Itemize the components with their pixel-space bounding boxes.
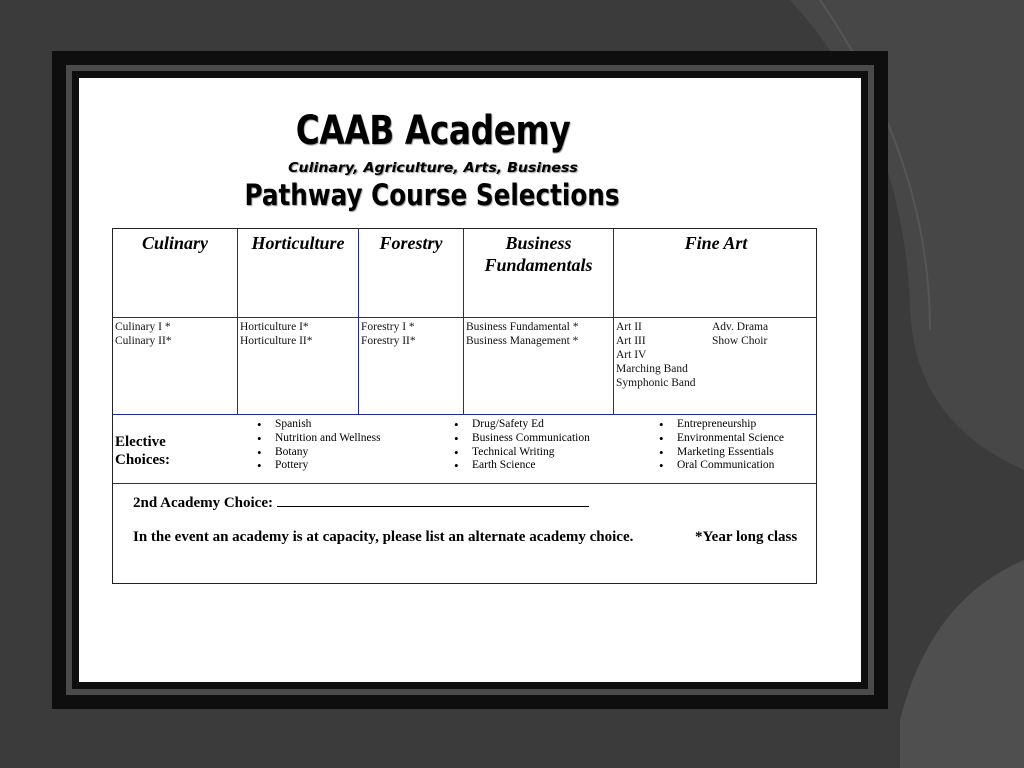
second-choice-label: 2nd Academy Choice: xyxy=(133,495,273,511)
second-choice-blank[interactable] xyxy=(277,492,589,507)
elective-choices-label xyxy=(115,433,170,469)
course-item: Art III xyxy=(616,335,646,347)
elective-label-line2: Choices: xyxy=(115,452,170,468)
column-header-business xyxy=(464,232,613,276)
list-item: • Business Communication xyxy=(452,432,590,446)
list-item: • Marketing Essentials xyxy=(657,446,784,460)
list-item: • Oral Communication xyxy=(657,459,784,473)
list-item: • Nutrition and Wellness xyxy=(255,432,381,446)
year-long-note: *Year long class xyxy=(695,529,798,545)
forestry-courses xyxy=(361,320,416,348)
course-item: Business Fundamental * xyxy=(466,321,579,333)
column-divider xyxy=(237,229,238,415)
course-item: Business Management * xyxy=(466,335,579,347)
culinary-courses xyxy=(115,320,172,348)
page-subtitle: Culinary, Agriculture, Arts, Business xyxy=(288,160,578,176)
list-item: • Drug/Safety Ed xyxy=(452,418,590,432)
list-item: • Pottery xyxy=(255,459,381,473)
list-item: • Entrepreneurship xyxy=(657,418,784,432)
document-page xyxy=(79,78,861,682)
list-item: • Technical Writing xyxy=(452,446,590,460)
elective-list-2 xyxy=(452,418,590,473)
column-header-business-line1: Business xyxy=(505,233,572,253)
row-divider xyxy=(113,317,816,318)
row-divider xyxy=(113,414,816,415)
business-courses xyxy=(466,320,578,348)
course-item: Horticulture II* xyxy=(240,335,313,347)
fine-art-courses-left xyxy=(616,320,696,390)
column-header-forestry: Forestry xyxy=(379,233,443,253)
course-item: Show Choir xyxy=(712,335,768,347)
fine-art-courses-right xyxy=(712,320,768,348)
course-item: Symphonic Band xyxy=(616,377,696,389)
elective-label-line1: Elective xyxy=(115,434,166,450)
list-item: • Spanish xyxy=(255,418,381,432)
course-item: Forestry I * xyxy=(361,321,415,333)
capacity-notice: In the event an academy is at capacity, please list an alternate academy choice. xyxy=(133,529,634,545)
course-item: Marching Band xyxy=(616,363,688,375)
second-choice-row xyxy=(133,492,589,512)
course-selection-table xyxy=(112,228,817,584)
column-header-fine-art: Fine Art xyxy=(684,233,748,253)
list-item: • Environmental Science xyxy=(657,432,784,446)
column-header-horticulture: Horticulture xyxy=(251,233,345,253)
course-item: Horticulture I* xyxy=(240,321,309,333)
horticulture-courses xyxy=(240,320,313,348)
list-item: • Earth Science xyxy=(452,459,590,473)
course-item: Culinary II* xyxy=(115,335,172,347)
course-item: Art IV xyxy=(616,349,647,361)
course-item: Culinary I * xyxy=(115,321,171,333)
course-item: Art II xyxy=(616,321,642,333)
column-divider xyxy=(613,229,614,415)
column-header-culinary: Culinary xyxy=(141,233,209,253)
list-item: • Botany xyxy=(255,446,381,460)
row-divider xyxy=(113,483,816,484)
column-header-business-line2: Fundamentals xyxy=(484,255,593,275)
page-heading: Pathway Course Selections xyxy=(244,178,620,212)
page-title: CAAB Academy xyxy=(295,108,571,154)
course-item: Adv. Drama xyxy=(712,321,769,333)
elective-list-1 xyxy=(255,418,381,473)
elective-list-3 xyxy=(657,418,784,473)
course-item: Forestry II* xyxy=(361,335,416,347)
column-divider xyxy=(358,229,359,415)
